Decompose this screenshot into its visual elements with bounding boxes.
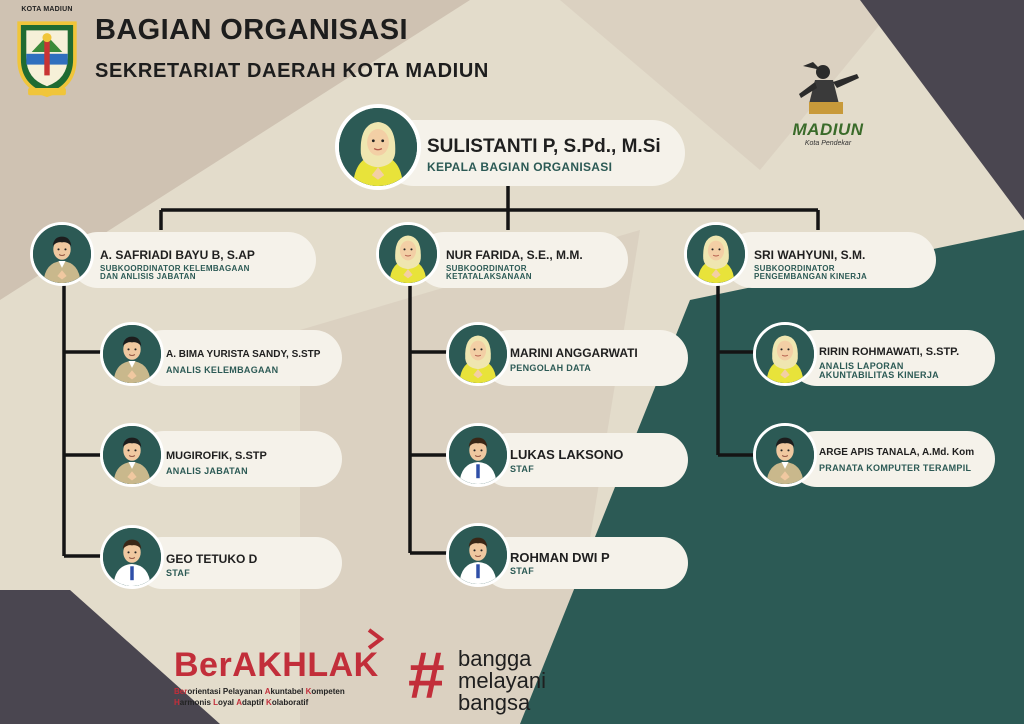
chevron-right-icon <box>366 628 384 650</box>
card-pill <box>789 431 995 487</box>
tagline-initial: Ber <box>174 687 188 696</box>
staff-role: STAF <box>166 568 191 578</box>
tagline-initial: H <box>174 698 180 707</box>
tagline-initial: L <box>213 698 219 707</box>
tagline-initial: K <box>305 687 312 696</box>
staff-card <box>753 322 997 388</box>
man-uniform-icon <box>753 423 817 487</box>
hashtag-icon: # <box>408 638 445 712</box>
coordinator-card <box>684 222 940 290</box>
bangga-line3: bangsa <box>458 690 531 715</box>
staff-role: PENGOLAH DATA <box>510 363 592 373</box>
coordinator-role: SUBKOORDINATOR KELEMBAGAAN DAN ANLISIS JABATAN <box>100 264 250 282</box>
staff-role: ANALIS KELEMBAGAAN <box>166 365 279 375</box>
man-shirt-icon <box>100 525 164 589</box>
coordinator-role: SUBKOORDINATOR PENGEMBANGAN KINERJA <box>754 264 868 282</box>
head-name: SULISTANTI P, S.Pd., M.Si <box>427 136 661 157</box>
man-uniform-icon <box>100 322 164 386</box>
coordinator-card <box>376 222 632 290</box>
staff-role: STAF <box>510 566 535 576</box>
staff-name: RIRIN ROHMAWATI, S.STP. <box>819 346 960 358</box>
staff-card <box>100 423 344 489</box>
staff-name: LUKAS LAKSONO <box>510 447 624 462</box>
org-head-card <box>335 104 685 188</box>
logo-caption: KOTA MADIUN <box>21 6 73 13</box>
page-title: BAGIAN ORGANISASI <box>95 14 408 46</box>
head-role: KEPALA BAGIAN ORGANISASI <box>427 160 613 174</box>
tagline-initial: A <box>264 687 271 696</box>
staff-name: ARGE APIS TANALA, A.Md. Kom <box>819 447 975 458</box>
staff-role: ANALIS LAPORAN AKUNTABILITAS KINERJA <box>819 361 939 381</box>
staff-name: A. BIMA YURISTA SANDY, S.STP <box>166 349 321 360</box>
staff-role: ANALIS JABATAN <box>166 466 248 476</box>
tagline-initial: A <box>236 698 243 707</box>
bangga-line2: melayani <box>458 668 547 693</box>
shield-crest-icon <box>10 16 84 106</box>
staff-name: GEO TETUKO D <box>166 552 258 566</box>
madiun-brand-logo <box>783 60 873 160</box>
man-uniform-icon <box>30 222 94 286</box>
staff-card <box>446 523 690 589</box>
staff-role: PRANATA KOMPUTER TERAMPIL <box>819 463 972 473</box>
berakhlak-tagline-line1: Berorientasi Pelayanan Akuntabel Kompeten <box>174 687 345 696</box>
madiun-brand-text: MADIUN <box>792 120 864 139</box>
bangga-line1: bangga <box>458 646 532 671</box>
coordinator-name: SRI WAHYUNI, S.M. <box>754 248 866 262</box>
kota-madiun-logo <box>10 6 84 106</box>
madiun-brand-tagline: Kota Pendekar <box>804 140 852 147</box>
man-uniform-icon <box>100 423 164 487</box>
staff-name: ROHMAN DWI P <box>510 550 610 565</box>
staff-card <box>753 423 997 489</box>
staff-name: MARINI ANGGARWATI <box>510 346 638 360</box>
coordinator-name: A. SAFRIADI BAYU B, S.AP <box>100 248 255 262</box>
woman-hijab-icon <box>335 104 421 190</box>
coordinator-name: NUR FARIDA, S.E., M.M. <box>446 248 583 262</box>
staff-card <box>100 322 344 388</box>
coordinator-card <box>30 222 292 290</box>
coordinator-role: SUBKOORDINATOR KETATALAKSANAAN <box>446 264 532 282</box>
tagline-initial: K <box>266 698 272 707</box>
woman-hijab-icon <box>684 222 748 286</box>
page-subtitle: SEKRETARIAT DAERAH KOTA MADIUN <box>95 60 489 82</box>
woman-hijab-icon <box>446 322 510 386</box>
berakhlak-tagline-line2: Harmonis Loyal Adaptif Kolaboratif <box>174 698 309 707</box>
woman-hijab-icon <box>376 222 440 286</box>
staff-card <box>446 423 690 489</box>
woman-hijab-icon <box>753 322 817 386</box>
man-shirt-icon <box>446 423 510 487</box>
staff-card <box>100 525 344 591</box>
staff-card <box>446 322 690 388</box>
man-shirt-icon <box>446 523 510 587</box>
berakhlak-logo: BerAKHLAK <box>174 646 379 684</box>
dancer-icon <box>783 60 873 120</box>
staff-role: STAF <box>510 464 535 474</box>
staff-name: MUGIROFIK, S.STP <box>166 450 267 462</box>
